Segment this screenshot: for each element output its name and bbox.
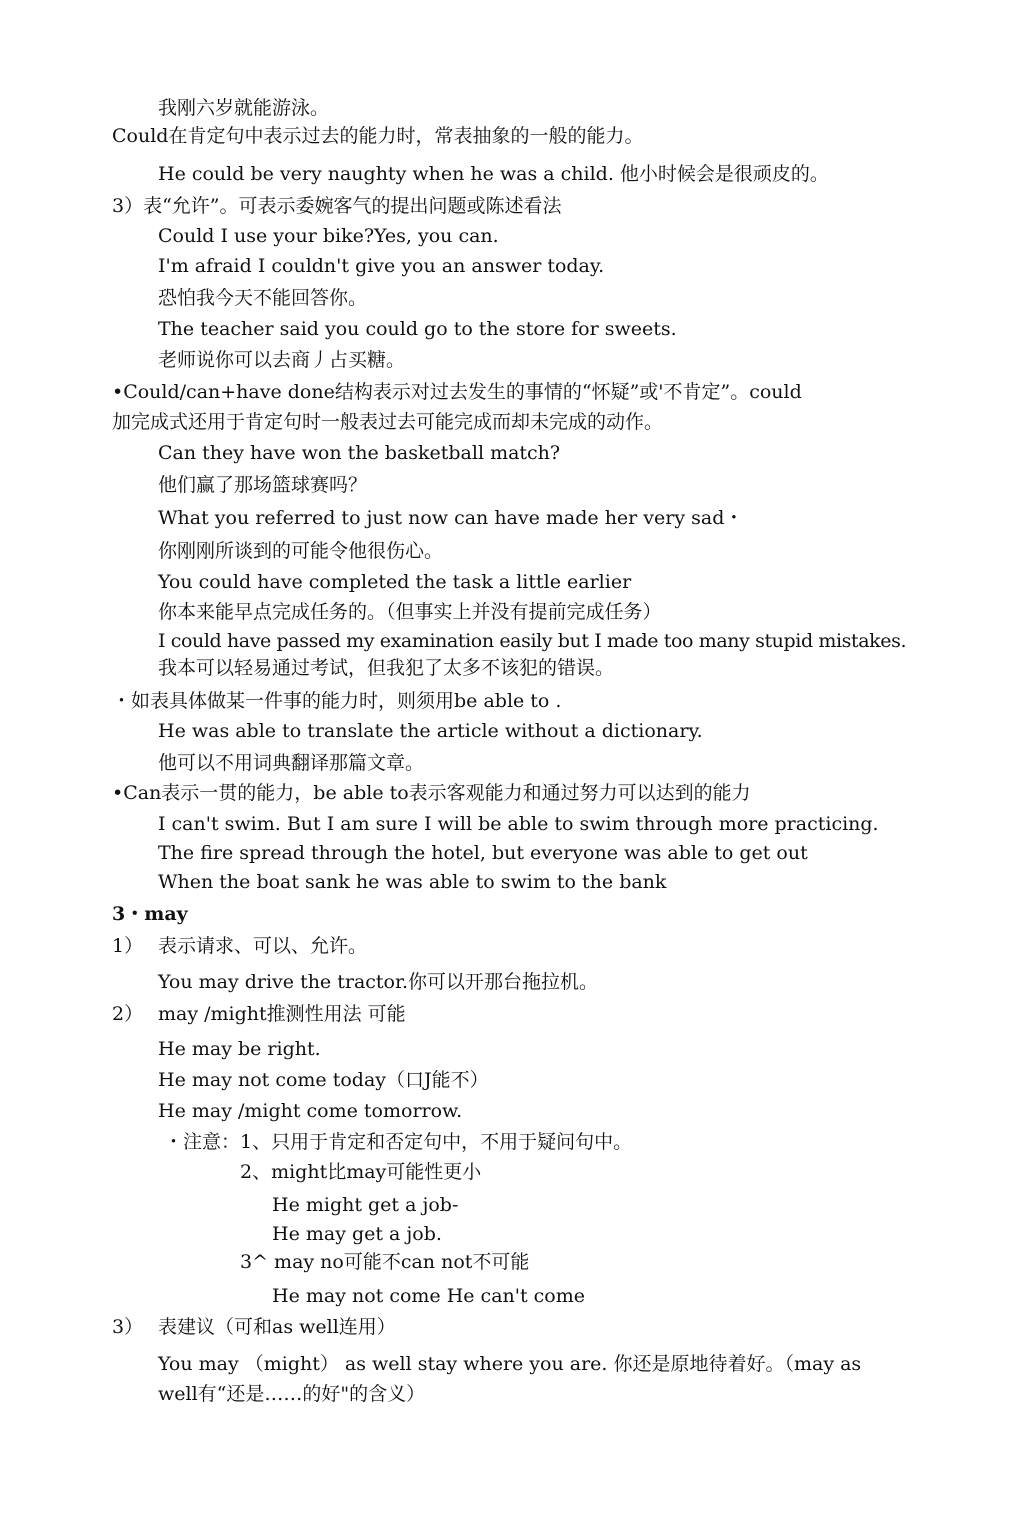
text-line: Could在肯定句中表示过去的能力时，常表抽象的一般的能力。 bbox=[112, 125, 644, 147]
text-line: When the boat sank he was able to swim to the bank bbox=[158, 871, 667, 893]
text-line: He could be very naughty when he was a child. 他小时候会是很顽皮的。 bbox=[158, 163, 829, 185]
text-line: I'm afraid I couldn't give you an answer today. bbox=[158, 255, 605, 277]
text-line: well有“还是……的好"的含义） bbox=[158, 1383, 426, 1405]
text-line: He may not come today（口J能不） bbox=[158, 1069, 489, 1091]
text-line: He may get a job. bbox=[272, 1223, 442, 1245]
text-line: He might get a job- bbox=[272, 1194, 459, 1216]
list-item-heading: may /might推测性用法 可能 bbox=[158, 1003, 406, 1025]
text-line: 我本可以轻易通过考试，但我犯了太多不该犯的错误。 bbox=[158, 657, 615, 679]
text-line: Can they have won the basketball match? bbox=[158, 442, 561, 464]
text-line: 老师说你可以去商丿占买糖。 bbox=[158, 349, 406, 371]
text-line: 恐怕我今天不能回答你。 bbox=[158, 287, 368, 309]
text-line: The teacher said you could go to the store for sweets. bbox=[158, 318, 677, 340]
text-line: He may be right. bbox=[158, 1038, 321, 1060]
text-line: 加完成式还用于肯定句时一般表过去可能完成而却未完成的动作。 bbox=[112, 411, 664, 433]
note-line: 3^ may no可能不can not不可能 bbox=[240, 1251, 530, 1273]
note-line: ・注意：1、只用于肯定和否定句中，不用于疑问句中。 bbox=[164, 1131, 633, 1153]
text-line: What you referred to just now can have made her very sad・ bbox=[158, 507, 744, 529]
section-heading: 3）表“允许”。可表示委婉客气的提出问题或陈述看法 bbox=[112, 195, 562, 217]
text-line: 我刚六岁就能游泳。 bbox=[158, 97, 330, 119]
list-number: 2） bbox=[112, 1003, 144, 1025]
bullet-point: ・如表具体做某一件事的能力时，则须用be able to . bbox=[112, 690, 562, 712]
text-line: I could have passed my examination easily but I made too many stupid mistakes. bbox=[158, 630, 907, 652]
bullet-point: •Can表示一贯的能力，be able to表示客观能力和通过努力可以达到的能力 bbox=[112, 782, 751, 804]
bullet-point: •Could/can+have done结构表示对过去发生的事情的“怀疑”或'不肯定”。could bbox=[112, 381, 802, 403]
text-line: He may /might come tomorrow. bbox=[158, 1100, 463, 1122]
text-line: He may not come He can't come bbox=[272, 1285, 585, 1307]
text-line: Could I use your bike?Yes, you can. bbox=[158, 225, 499, 247]
text-line: You may （might） as well stay where you are. 你还是原地待着好。（may as bbox=[158, 1353, 862, 1375]
text-line: He was able to translate the article without a dictionary. bbox=[158, 720, 703, 742]
text-line: I can't swim. But I am sure I will be able to swim through more practicing. bbox=[158, 813, 879, 835]
text-line: You could have completed the task a little earlier bbox=[158, 571, 632, 593]
text-line: 你本来能早点完成任务的。（但事实上并没有提前完成任务） bbox=[158, 601, 662, 623]
list-item-heading: 表示请求、可以、允许。 bbox=[158, 935, 368, 957]
list-number: 1） bbox=[112, 935, 144, 957]
text-line: The fire spread through the hotel, but everyone was able to get out bbox=[158, 842, 808, 864]
section-heading: 3・may bbox=[112, 903, 188, 925]
text-line: 你刚刚所谈到的可能令他很伤心。 bbox=[158, 540, 444, 562]
note-line: 2、might比may可能性更小 bbox=[240, 1161, 482, 1183]
text-line: 他们赢了那场篮球赛吗？ bbox=[158, 474, 368, 496]
list-number: 3） bbox=[112, 1316, 144, 1338]
list-item-heading: 表建议（可和as well连用） bbox=[158, 1316, 396, 1338]
text-line: You may drive the tractor.你可以开那台拖拉机。 bbox=[158, 971, 599, 993]
text-line: 他可以不用词典翻译那篇文章。 bbox=[158, 752, 425, 774]
